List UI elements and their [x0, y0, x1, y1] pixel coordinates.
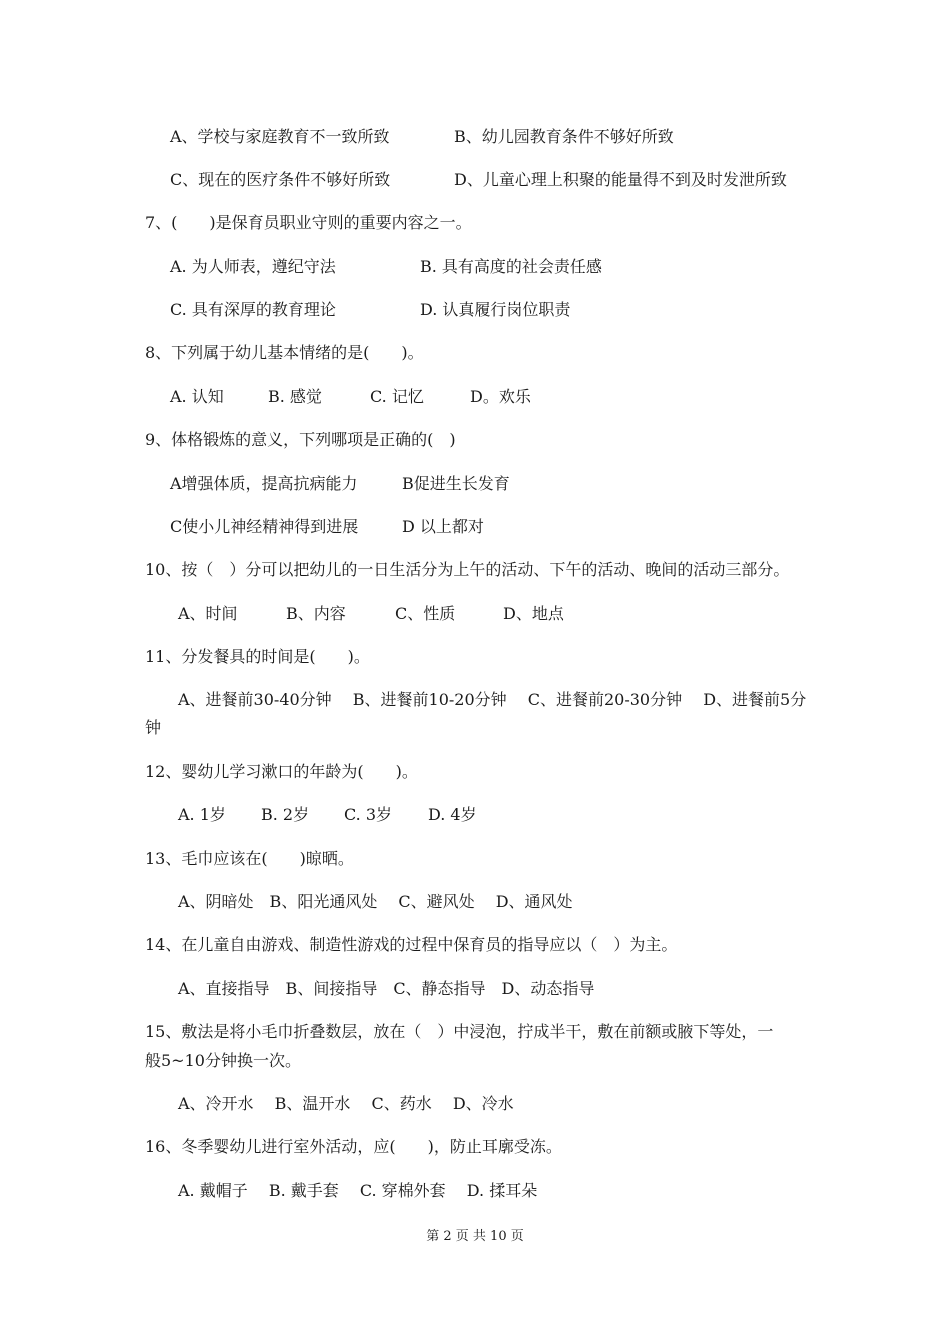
option-line: B、幼儿园教育条件不够好所致: [454, 127, 674, 146]
option-line: B. 具有高度的社会责任感: [420, 257, 602, 276]
question-15: 15、敷法是将小毛巾折叠数层，放在（ ）中浸泡，拧成半干，敷在前额或腋下等处，一: [145, 1022, 774, 1041]
option-line: A、学校与家庭教育不一致所致: [170, 127, 390, 146]
option-line: C使小儿神经精神得到进展: [170, 517, 359, 536]
question-8: 8、下列属于幼儿基本情绪的是( )。: [145, 343, 424, 362]
question-15-continued: 般5~10分钟换一次。: [145, 1051, 301, 1070]
option-line: B促进生长发育: [402, 474, 510, 493]
option-line: D、儿童心理上积聚的能量得不到及时发泄所致: [454, 170, 787, 189]
option-line: A. 1岁: [178, 805, 226, 824]
option-line: A、冷开水 B、温开水 C、药水 D、冷水: [178, 1094, 514, 1113]
option-line: A. 戴帽子 B. 戴手套 C. 穿棉外套 D. 揉耳朵: [178, 1181, 538, 1200]
option-line: C、性质: [395, 604, 456, 623]
question-16: 16、冬季婴幼儿进行室外活动，应( )，防止耳廓受冻。: [145, 1137, 562, 1156]
option-line: 钟: [145, 718, 162, 737]
option-line: D. 4岁: [428, 805, 477, 824]
option-line: D. 认真履行岗位职责: [420, 300, 571, 319]
option-line: A. 为人师表，遵纪守法: [170, 257, 336, 276]
option-line: B. 2岁: [261, 805, 310, 824]
option-line: A、阴暗处 B、阳光通风处 C、避风处 D、通风处: [178, 892, 573, 911]
question-10: 10、按（ ）分可以把幼儿的一日生活分为上午的活动、下午的活动、晚间的活动三部分。: [145, 560, 790, 579]
question-7: 7、( )是保育员职业守则的重要内容之一。: [145, 213, 472, 232]
option-line: A、直接指导 B、间接指导 C、静态指导 D、动态指导: [178, 979, 595, 998]
option-line: C. 3岁: [344, 805, 393, 824]
option-line: A增强体质，提高抗病能力: [170, 474, 358, 493]
question-13: 13、毛巾应该在( )晾晒。: [145, 849, 354, 868]
option-line: B. 感觉: [268, 387, 322, 406]
page-number-footer: 第 2 页 共 10 页: [426, 1229, 524, 1244]
question-11: 11、分发餐具的时间是( )。: [145, 647, 370, 666]
question-14: 14、在儿童自由游戏、制造性游戏的过程中保育员的指导应以（ ）为主。: [145, 935, 678, 954]
option-line: C. 记忆: [370, 387, 424, 406]
option-line: A. 认知: [170, 387, 224, 406]
option-line: D、地点: [503, 604, 564, 623]
option-line: D 以上都对: [402, 517, 484, 536]
option-line: D。欢乐: [470, 387, 531, 406]
option-line: B、内容: [286, 604, 346, 623]
option-line: A、时间: [178, 604, 238, 623]
question-12: 12、婴幼儿学习漱口的年龄为( )。: [145, 762, 418, 781]
option-line: C. 具有深厚的教育理论: [170, 300, 336, 319]
option-line: A、进餐前30-40分钟 B、进餐前10-20分钟 C、进餐前20-30分钟 D、进餐前5分: [178, 690, 807, 709]
question-9: 9、体格锻炼的意义，下列哪项是正确的( ): [145, 430, 456, 449]
option-line: C、现在的医疗条件不够好所致: [170, 170, 391, 189]
